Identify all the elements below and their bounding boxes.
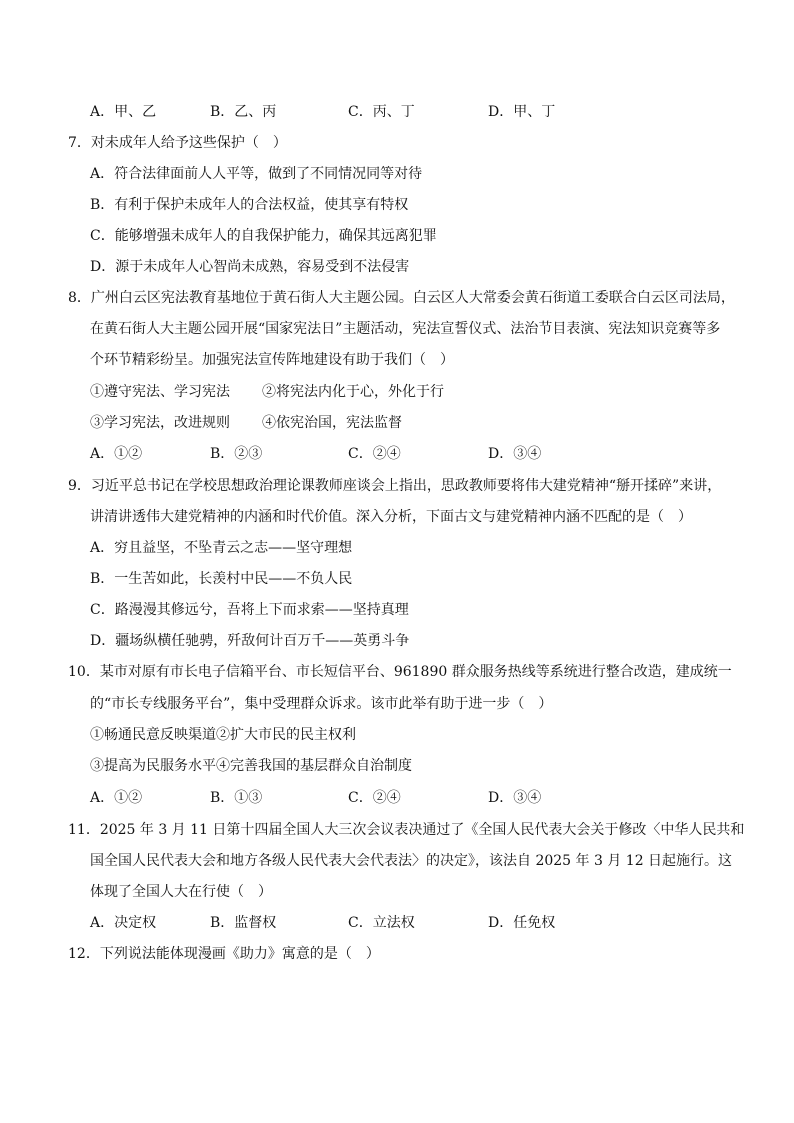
q8-option-a[interactable]: A．①② xyxy=(90,446,143,462)
q7-option-b[interactable]: B．有利于保护未成年人的合法权益，使其享有特权 xyxy=(90,197,409,213)
q11-option-d[interactable]: D．任免权 xyxy=(488,915,556,931)
q6-option-b[interactable]: B．乙、丙 xyxy=(210,104,277,120)
q8-option-d[interactable]: D．③④ xyxy=(488,446,542,462)
q10-stem-line-2: 的“市长专线服务平台”，集中受理群众诉求。该市此举有助于进一步（ ） xyxy=(90,696,553,712)
q9-option-a[interactable]: A．穷且益坚，不坠青云之志——坚守理想 xyxy=(90,540,353,556)
q9-option-d[interactable]: D．疆场纵横任驰骋，歼敌何计百万千——英勇斗争 xyxy=(90,633,410,649)
q8-stem-line-3: 个环节精彩纷呈。加强宪法宣传阵地建设有助于我们（ ） xyxy=(90,352,454,368)
q12-stem: 12．下列说法能体现漫画《助力》寓意的是（ ） xyxy=(68,946,380,962)
q6-option-d[interactable]: D．甲、丁 xyxy=(488,104,556,120)
q10-stem-line-1: 10．某市对原有市长电子信箱平台、市长短信平台、961890 群众服务热线等系统进行整合改造，建成统一 xyxy=(68,664,732,680)
q8-stem-line-2: 在黄石街人大主题公园开展“国家宪法日”主题活动，宪法宣誓仪式、法治节目表演、宪法知识竞赛等多 xyxy=(90,321,721,337)
q10-statements-row-1: ①畅通民意反映渠道②扩大市民的民主权利 xyxy=(90,727,356,743)
q11-stem-line-1: 11．2025 年 3 月 11 日第十四届全国人大三次会议表决通过了《全国人民代表大会关于修改〈中华人民共和 xyxy=(68,822,745,838)
q11-option-b[interactable]: B．监督权 xyxy=(210,915,277,931)
q9-stem-line-1: 9．习近平总书记在学校思想政治理论课教师座谈会上指出，思政教师要将伟大建党精神“掰开揉碎”来讲， xyxy=(68,478,722,494)
q10-option-d[interactable]: D．③④ xyxy=(488,790,542,806)
q8-stem-line-1: 8．广州白云区宪法教育基地位于黄石街人大主题公园。白云区人大常委会黄石街道工委联合白云区司法局， xyxy=(68,290,735,306)
q8-statement-3: ③学习宪法，改进规则 xyxy=(90,415,230,431)
q9-option-c[interactable]: C．路漫漫其修远兮，吾将上下而求索——坚持真理 xyxy=(90,602,409,618)
q8-option-c[interactable]: C．②④ xyxy=(348,446,401,462)
q7-option-d[interactable]: D．源于未成年人心智尚未成熟，容易受到不法侵害 xyxy=(90,259,410,275)
q7-option-a[interactable]: A．符合法律面前人人平等，做到了不同情况同等对待 xyxy=(90,166,423,182)
q8-statement-4: ④依宪治国，宪法监督 xyxy=(262,415,402,431)
q6-option-a[interactable]: A．甲、乙 xyxy=(90,104,157,120)
q10-option-a[interactable]: A．①② xyxy=(90,790,143,806)
q8-statement-1: ①遵守宪法、学习宪法 xyxy=(90,384,230,400)
q8-option-b[interactable]: B．②③ xyxy=(210,446,263,462)
q11-option-a[interactable]: A．决定权 xyxy=(90,915,157,931)
q10-option-b[interactable]: B．①③ xyxy=(210,790,263,806)
q7-option-c[interactable]: C．能够增强未成年人的自我保护能力，确保其远离犯罪 xyxy=(90,228,437,244)
q11-option-c[interactable]: C．立法权 xyxy=(348,915,415,931)
q11-stem-line-3: 体现了全国人大在行使（ ） xyxy=(90,884,272,900)
q11-stem-line-2: 国全国人民代表大会和地方各级人民代表大会代表法〉的决定》，该法自 2025 年 3 月 12 日起施行。这 xyxy=(90,853,733,869)
q8-statement-2: ②将宪法内化于心，外化于行 xyxy=(262,384,444,400)
q9-option-b[interactable]: B．一生苦如此，长羡村中民——不负人民 xyxy=(90,571,353,587)
q10-statements-row-2: ③提高为民服务水平④完善我国的基层群众自治制度 xyxy=(90,758,412,774)
q7-stem: 7．对未成年人给予这些保护（ ） xyxy=(68,135,287,151)
q6-option-c[interactable]: C．丙、丁 xyxy=(348,104,415,120)
q9-stem-line-2: 讲清讲透伟大建党精神的内涵和时代价值。深入分析，下面古文与建党精神内涵不匹配的是（ ） xyxy=(90,509,692,525)
q10-option-c[interactable]: C．②④ xyxy=(348,790,401,806)
